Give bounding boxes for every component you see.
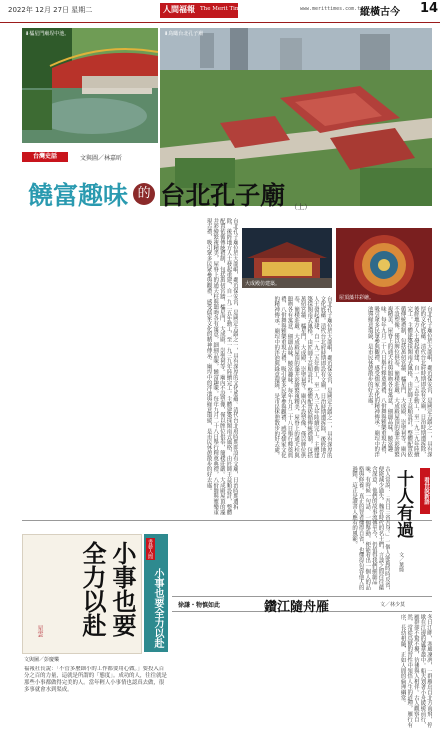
caption-aerial: ⬇鳥瞰台北孔子廟 (164, 31, 204, 37)
xuren-tag-label: 看世說新語 (423, 477, 429, 505)
calligraphy-seal: 星雲 (36, 625, 43, 637)
feature-title-part1: 饒富趣味 (28, 181, 129, 210)
zhuanjiang-byline: 文／林少莫 (380, 602, 406, 608)
calligraphy-char: 事 (108, 565, 137, 589)
caption-caisson: 屋頂藻井彩繪。 (339, 295, 375, 301)
feature-title-tag: （上） (290, 203, 312, 211)
photo-dacheng-hall (242, 228, 332, 288)
zhuanjiang-tag: 徐謙・物慎如此 (178, 602, 221, 609)
calligraphy-char: 以 (78, 589, 107, 613)
calligraphy-char: 赴 (78, 613, 107, 637)
newspaper-logo (160, 3, 247, 18)
feature-body-left: 台北孔子廟位於大龍峒，鄰近保安宮，是國定古蹟之一，具有深厚的文化底蘊。清代台北府時期即設有文廟，日治時期遭拆除，後經地方人士發起重建，自一九二五年動工，至一九三九年陸續完工。主體建築採閩南式風格，由匠師王益順設計，整體配置依循傳統禮制，包括萬仞宮牆、櫺星門、大成殿、崇聖祠等。廟內不設塑像，僅以牌位供奉，簡樸莊嚴。大成殿屋頂的藻井彩繪繁複精美，屋脊上的通天柱與鴟吻各有寓意，細細品味，饒富趣味。每年九月二十八日舉行釋奠典禮，八佾舞與雅樂重現古禮，吸引眾多民眾參與觀禮，感受儒家文化的精神傳承。廟埕中的泮池與綠意環繞，是市民休憩散步的好去處。 (205, 218, 238, 515)
feature-title (28, 176, 373, 216)
issue-date: 2022年 12月 27日 星期二 (8, 6, 93, 14)
caption-dacheng: 大成殿仿建築。 (245, 281, 281, 287)
sidebar-title-box (144, 534, 168, 652)
page-number: 14 (420, 1, 439, 16)
logo-english: The Merit Times (200, 6, 247, 12)
sidebar-tag: 書藝人間 (147, 539, 153, 559)
photo-pan-pond (22, 28, 158, 143)
section-name: 縱橫古今 (360, 7, 400, 18)
xuren-title: 十人有過 (393, 470, 413, 538)
feature-body-middle: 台北孔子廟位於大龍峒，鄰近保安宮，是國定古蹟之一，具有深厚的文化底蘊。清代台北府時期即設有文廟，日治時期遭拆除，後經地方人士發起重建，自一九二五年動工，至一九三九年陸續完工。主體建築採閩南式風格，由匠師王益順設計，整體配置依循傳統禮制，包括萬仞宮牆、櫺星門、大成殿、崇聖祠等。廟內不設塑像，僅以牌位供奉，簡樸莊嚴。大成殿屋頂的藻井彩繪繁複精美，屋脊上的通天柱與鴟吻各有寓意，細細品味，饒富趣味。每年九月二十八日舉行釋奠典禮，八佾舞與雅樂重現古禮，吸引眾多民眾參與觀禮，感受儒家文化的精神傳承。廟埕中的泮池與綠意環繞，是市民休憩散步的好去處。 (273, 296, 332, 458)
feature-title-part2: 台北孔子廟 (160, 181, 286, 210)
caption-pan-pond: ⬇櫺星門廟埕中池。 (25, 31, 70, 37)
calligraphy-char: 力 (78, 565, 107, 589)
page-header (0, 0, 440, 23)
xuren-byline: 文／葉綺 (398, 552, 404, 572)
feature-tag (22, 152, 68, 162)
photo-pan-pond-image (22, 28, 158, 143)
logo-chinese: 人間福報 (163, 4, 195, 14)
calligraphy-artwork (29, 541, 137, 647)
zhuanjiang-title: 鑽江隨舟雁 (264, 600, 330, 615)
calligraphy-char: 要 (108, 613, 137, 637)
zhuanjiang-header-bar (172, 596, 432, 615)
site-url: www.merittimes.com.tw (300, 6, 364, 12)
calligraphy-panel (22, 534, 142, 654)
feature-byline: 文與圖／林嘉昕 (80, 155, 123, 162)
xuren-tag (420, 468, 430, 514)
feature-body-right: 台北孔子廟位於大龍峒，鄰近保安宮，是國定古蹟之一，具有深厚的文化底蘊。清代台北府時期即設有文廟，日治時期遭拆除，後經地方人士發起重建，自一九二五年動工，至一九三九年陸續完工。主體建築採閩南式風格，由匠師王益順設計，整體配置依循傳統禮制，包括萬仞宮牆、櫺星門、大成殿、崇聖祠等。廟內不設塑像，僅以牌位供奉，簡樸莊嚴。大成殿屋頂的藻井彩繪繁複精美，屋脊上的通天柱與鴟吻各有寓意，細細品味，饒富趣味。每年九月二十八日舉行釋奠典禮，八佾舞與雅樂重現古禮，吸引眾多民眾參與觀禮，感受儒家文化的精神傳承。廟埕中的泮池與綠意環繞，是市民休憩散步的好去處。 (366, 306, 432, 458)
feature-title-connector: 的 (133, 183, 155, 205)
calligraphy-char: 小 (108, 541, 137, 565)
feature-tag-label: 台灣史話 (32, 153, 57, 160)
photo-caisson-ceiling (336, 228, 432, 302)
xuren-body: 古人常說：「吾日三省吾身。」一個人能夠時時反省，便能減少過失。魏晉時代的名士們，言談之間往往蘊含深意，他們的故事流傳至今，仍值得我們細細品味。有時候一句話、一個舉動，便能看出一個人的品格與修養。真正的智者懂得自省，也懂得包容他人的過錯，這正是讀書人應有的風範。 (351, 466, 390, 593)
sidebar-body: 福報社長說：「不管多麼細小的工作都要用心做。」要投入百分之百的力量，這就是所謂的「態度」。成功的人，往往就是那些小事都做得完美的人。當年輕人小事情也認真去做，很多事就會水到渠成。 (24, 666, 167, 693)
calligraphy-char: 也 (108, 589, 137, 613)
photo-caisson-ceiling-image (336, 228, 432, 302)
sidebar-byline: 文與圖／彭慶樂 (24, 657, 60, 663)
photo-dacheng-hall-image (242, 228, 332, 288)
calligraphy-char: 全 (78, 541, 107, 565)
zhuanjiang-body: 冬日江畔，寒風凜冽，一群雁鳥自北方南飛，停歇在江邊的蘆葦叢中。船夫划著小舟緩緩前行，雁群卻不驚不擾，彷彿與人相伴。古人觀察自然，常從鳥獸的習性中領悟人生的道理，雁行有序，長幼相隨，正如人間的倫理綱常。 (399, 614, 432, 728)
sidebar-title: 小事也要全力以赴 (152, 568, 163, 648)
